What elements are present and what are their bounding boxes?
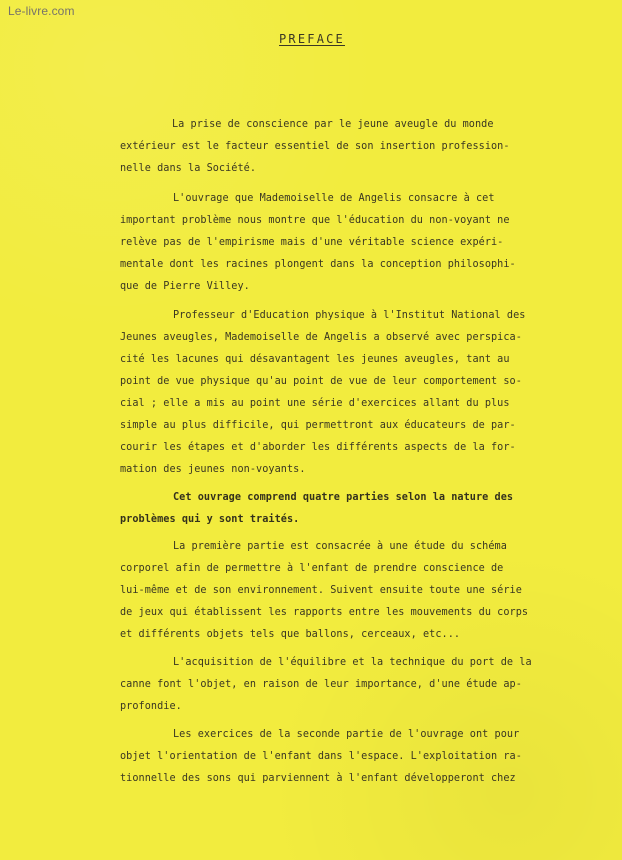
text-line: de jeux qui établissent les rapports entre les mouvements du corps <box>120 607 529 618</box>
text-line: courir les étapes et d'aborder les différents aspects de la for- <box>120 442 516 453</box>
text-line: cial ; elle a mis au point une série d'exercices allant du plus <box>120 398 510 409</box>
text-line: La prise de conscience par le jeune aveugle du monde <box>172 119 494 130</box>
text-line: mation des jeunes non-voyants. <box>120 464 306 475</box>
text-line: et différents objets tels que ballons, cerceaux, etc... <box>120 629 461 640</box>
text-line: point de vue physique qu'au point de vue de leur comportement so- <box>120 376 522 387</box>
text-line: canne font l'objet, en raison de leur importance, d'une étude ap- <box>120 679 522 690</box>
text-line: Cet ouvrage comprend quatre parties selon la nature des <box>173 492 514 503</box>
text-line: profondie. <box>120 701 182 712</box>
text-line: simple au plus difficile, qui permettront aux éducateurs de par- <box>120 420 516 431</box>
text-line: mentale dont les racines plongent dans la conception philosophi- <box>120 259 516 270</box>
text-line: L'ouvrage que Mademoiselle de Angelis consacre à cet <box>173 193 495 204</box>
text-line: Professeur d'Education physique à l'Institut National des <box>173 310 526 321</box>
text-line: nelle dans la Société. <box>120 163 257 174</box>
text-line: important problème nous montre que l'éducation du non-voyant ne <box>120 215 510 226</box>
text-line: L'acquisition de l'équilibre et la technique du port de la <box>173 657 532 668</box>
text-line: tionnelle des sons qui parviennent à l'enfant développeront chez <box>120 773 516 784</box>
text-line: que de Pierre Villey. <box>120 281 250 292</box>
text-line: objet l'orientation de l'enfant dans l'espace. L'exploitation ra- <box>120 751 522 762</box>
text-line: relève pas de l'empirisme mais d'une véritable science expéri- <box>120 237 504 248</box>
text-line: Jeunes aveugles, Mademoiselle de Angelis a observé avec perspica- <box>120 332 522 343</box>
watermark: Le-livre.com <box>8 4 75 18</box>
text-line: Les exercices de la seconde partie de l'ouvrage ont pour <box>173 729 520 740</box>
text-line: corporel afin de permettre à l'enfant de prendre conscience de <box>120 563 504 574</box>
text-line: lui-même et de son environnement. Suivent ensuite toute une série <box>120 585 522 596</box>
text-line: cité les lacunes qui désavantagent les jeunes aveugles, tant au <box>120 354 510 365</box>
text-line: extérieur est le facteur essentiel de son insertion profession- <box>120 141 510 152</box>
text-line: La première partie est consacrée à une étude du schéma <box>173 541 507 552</box>
text-line: problèmes qui y sont traités. <box>120 514 300 525</box>
page-title: PREFACE <box>279 32 345 46</box>
